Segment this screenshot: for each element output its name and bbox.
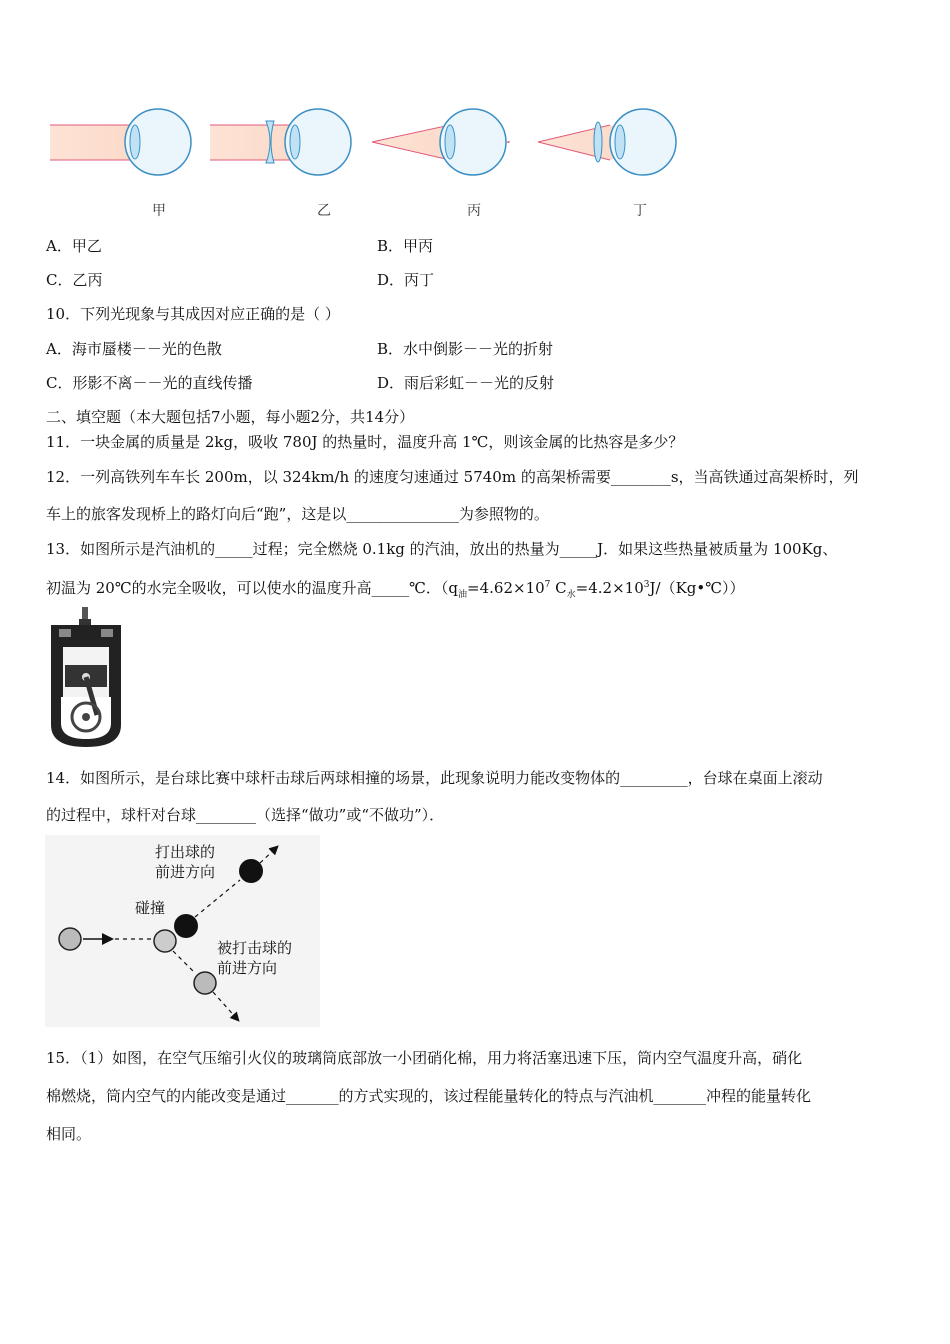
eye-diagrams-figure — [40, 95, 700, 195]
label-struck-2: 前进方向 — [217, 959, 278, 977]
q10-option-d: D．雨后彩虹－－光的反射 — [377, 374, 555, 392]
q14-line1: 14．如图所示，是台球比赛中球杆击球后两球相撞的场景，此现象说明力能改变物体的_________，台球在桌面上滚动 — [46, 769, 823, 787]
q13-sup-7: 7 — [544, 580, 551, 590]
label-hit-ball-2: 前进方向 — [155, 863, 216, 881]
q15-line2: 棉燃烧，筒内空气的内能改变是通过_______的方式实现的，该过程能量转化的特点与汽油机_______冲程的能量转化 — [46, 1087, 812, 1105]
q15-line3: 相同。 — [46, 1125, 92, 1143]
q10-option-a: A．海市蜃楼－－光的色散 — [46, 340, 222, 358]
caption-ding: 丁 — [633, 203, 647, 219]
q10-stem: 10．下列光现象与其成因对应正确的是（ ） — [46, 305, 340, 323]
engine-cylinder-figure — [45, 605, 127, 750]
q13-text-b: =4.62×10 — [467, 579, 545, 597]
q9-option-b: B．甲丙 — [377, 237, 434, 255]
eye-yi — [210, 109, 351, 175]
q12-line1: 12．一列高铁列车车长 200m，以 324km/h 的速度匀速通过 5740m 的高架桥需要________s，当高铁通过高架桥时，列 — [46, 468, 859, 486]
label-hit-ball-1: 打出球的 — [155, 843, 216, 861]
q13-line1: 13．如图所示是汽油机的_____过程；完全燃烧 0.1kg 的汽油，放出的热量为_____J．如果这些热量被质量为 100Kg、 — [46, 540, 838, 558]
q13-sub-water: 水 — [566, 590, 576, 600]
caption-bing: 丙 — [467, 203, 481, 219]
q9-option-a: A．甲乙 — [46, 237, 102, 255]
q13-sub-oil: 油 — [458, 590, 468, 600]
q14-line2: 的过程中，球杆对台球________（选择“做功”或“不做功”）． — [46, 806, 445, 824]
q10-option-c: C．形影不离－－光的直线传播 — [46, 374, 253, 392]
q10-option-b: B．水中倒影－－光的折射 — [377, 340, 554, 358]
caption-yi: 乙 — [317, 203, 331, 219]
q11-text: 11．一块金属的质量是 2kg，吸收 780J 的热量时，温度升高 1℃，则该金属的比热容是多少？ — [46, 433, 684, 451]
q12-line2: 车上的旅客发现桥上的路灯向后“跑”，这是以_______________为参照物的。 — [46, 505, 549, 523]
q13-text-c: C — [550, 579, 567, 597]
label-collision: 碰撞 — [135, 899, 166, 917]
eye-ding — [538, 109, 676, 175]
q9-option-c: C．乙丙 — [46, 271, 103, 289]
caption-jia: 甲 — [152, 203, 166, 219]
q9-option-d: D．丙丁 — [377, 271, 435, 289]
eye-bing — [372, 109, 510, 175]
section-heading: 二、填空题（本大题包括7小题，每小题2分，共14分） — [46, 408, 415, 426]
q13-text-d: =4.2×10 — [575, 579, 644, 597]
billiard-collision-figure — [45, 835, 320, 1027]
q13-text-e: J/（Kg•℃）） — [649, 579, 745, 597]
q13-line2 — [46, 575, 745, 605]
q13-text-a: 初温为 20℃的水完全吸收，可以使水的温度升高_____℃．（q — [46, 579, 459, 597]
label-struck-1: 被打击球的 — [217, 939, 293, 957]
eye-jia — [50, 109, 191, 175]
q13-sup-3: 3 — [643, 580, 650, 590]
q15-line1: 15．（1）如图，在空气压缩引火仪的玻璃筒底部放一小团硝化棉，用力将活塞迅速下压，筒内空气温度升高，硝化 — [46, 1049, 803, 1067]
